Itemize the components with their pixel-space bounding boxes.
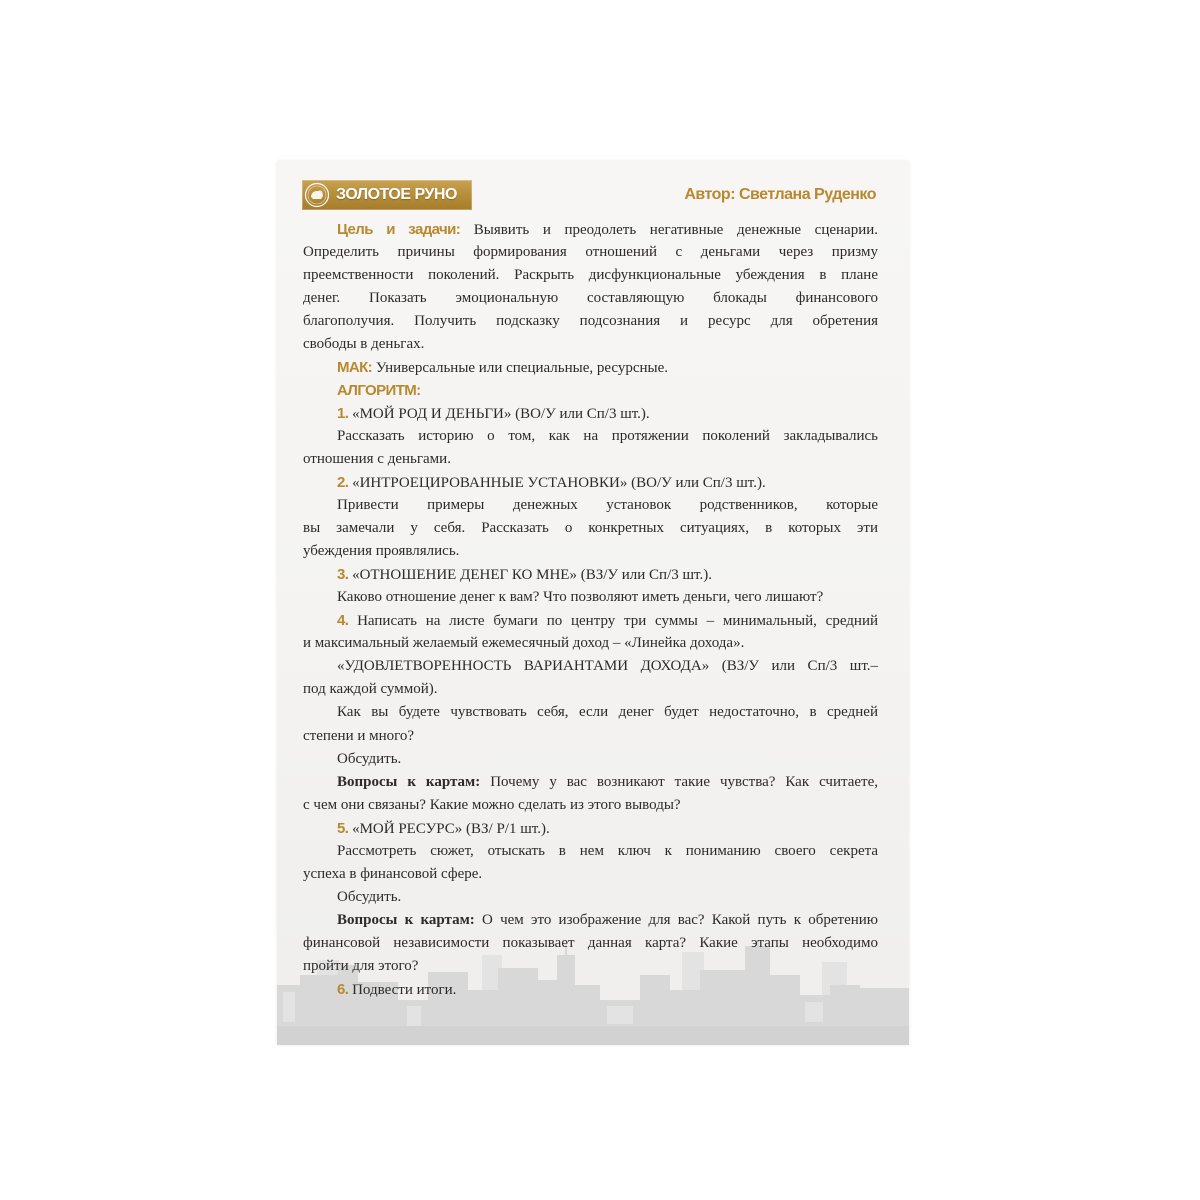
questions-text: О чем это изображение для вас? Какой путь к обретению [482, 911, 878, 928]
step-4-line: Обсудить. [337, 750, 402, 767]
step-5-title [303, 817, 878, 840]
goal-line: свободы в деньгах. [303, 335, 425, 352]
step-5-questions-line: финансовой независимости показывает данная карта? Какие этапы необходимо [303, 934, 878, 951]
instruction-text [303, 218, 878, 1002]
mak-line [303, 356, 878, 379]
step-4-title [303, 609, 878, 632]
step-3-line: Каково отношение денег к вам? Что позволяют иметь деньги, чего лишают? [337, 589, 824, 606]
step-title: «МОЙ РЕСУРС» (ВЗ/ Р/1 шт.). [352, 820, 550, 837]
step-5-line: Обсудить. [337, 888, 402, 905]
step-5-questions-line: пройти для этого? [303, 958, 419, 974]
step-3-title [303, 563, 878, 586]
algorithm-label: АЛГОРИТМ: [337, 381, 421, 399]
step-2-line: вы замечали у себя. Рассказать о конкретных ситуациях, в которых эти [303, 520, 878, 537]
step-2-line: Привести примеры денежных установок родственников, которые [337, 497, 878, 514]
step-number: 5. [337, 819, 349, 837]
step-4-line: под каждой суммой). [303, 681, 438, 698]
step-number: 2. [337, 474, 349, 492]
step-title: Подвести итоги. [352, 982, 457, 999]
brand-name: ЗОЛОТОЕ РУНО [336, 186, 457, 203]
goal-line: благополучия. Получить подсказку подсознания и ресурс для обретения [303, 312, 878, 329]
questions-label: Вопросы к картам: [337, 911, 475, 928]
step-title: Написать на листе бумаги по центру три суммы – минимальный, средний [357, 613, 878, 630]
step-6-title [303, 978, 878, 1001]
mak-text: Универсальные или специальные, ресурсные. [375, 359, 669, 376]
step-4-line: «УДОВЛЕТВОРЕННОСТЬ ВАРИАНТАМИ ДОХОДА» (ВЗ/У или Сп/3 шт.– [337, 658, 878, 675]
goal-line [303, 218, 878, 241]
step-2-line: убеждения проявлялись. [303, 543, 460, 560]
brand-banner [302, 180, 472, 210]
step-4-line: Как вы будете чувствовать себя, если денег будет недостаточно, в средней [337, 704, 878, 721]
goal-text: Выявить и преодолеть негативные денежные сценарии. [473, 221, 878, 238]
step-number: 3. [337, 566, 349, 584]
step-title: «ИНТРОЕЦИРОВАННЫЕ УСТАНОВКИ» (ВО/У или Сп/3 шт.). [352, 475, 766, 492]
step-4-questions [303, 771, 878, 794]
algorithm-heading [303, 379, 878, 402]
goal-label: Цель и задачи: [337, 220, 461, 238]
goal-line: Определить причины формирования отношений с деньгами через призму [303, 243, 878, 260]
goal-line: денег. Показать эмоциональную составляющую блокады финансового [303, 289, 878, 306]
step-number: 4. [337, 612, 349, 630]
author-name: Автор: Светлана Руденко [684, 186, 876, 203]
step-number: 1. [337, 404, 349, 422]
step-4-line: и максимальный желаемый ежемесячный доход – «Линейка дохода». [303, 635, 745, 652]
ram-emblem-icon [304, 182, 330, 208]
step-4-questions-line: с чем они связаны? Какие можно сделать из этого выводы? [303, 796, 681, 813]
goal-line: преемственности поколений. Раскрыть дисфункциональные убеждения в плане [303, 266, 878, 283]
step-5-questions [303, 909, 878, 932]
questions-text: Почему у вас возникают такие чувства? Как считаете, [490, 773, 879, 790]
step-4-line: степени и много? [303, 727, 415, 744]
step-1-line: Рассказать историю о том, как на протяжении поколений закладывались [337, 427, 878, 444]
step-5-line: успеха в финансовой сфере. [303, 865, 483, 882]
questions-label: Вопросы к картам: [337, 773, 481, 790]
step-2-title [303, 471, 878, 494]
step-5-line: Рассмотреть сюжет, отыскать в нем ключ к пониманию своего секрета [337, 842, 878, 859]
step-title: «МОЙ РОД И ДЕНЬГИ» (ВО/У или Сп/3 шт.). [352, 405, 650, 422]
step-title: «ОТНОШЕНИЕ ДЕНЕГ КО МНЕ» (ВЗ/У или Сп/3 шт.). [352, 567, 712, 584]
step-number: 6. [337, 981, 349, 999]
mak-label: МАК: [337, 358, 373, 376]
step-1-title [303, 402, 878, 425]
step-1-line: отношения с деньгами. [303, 450, 451, 467]
